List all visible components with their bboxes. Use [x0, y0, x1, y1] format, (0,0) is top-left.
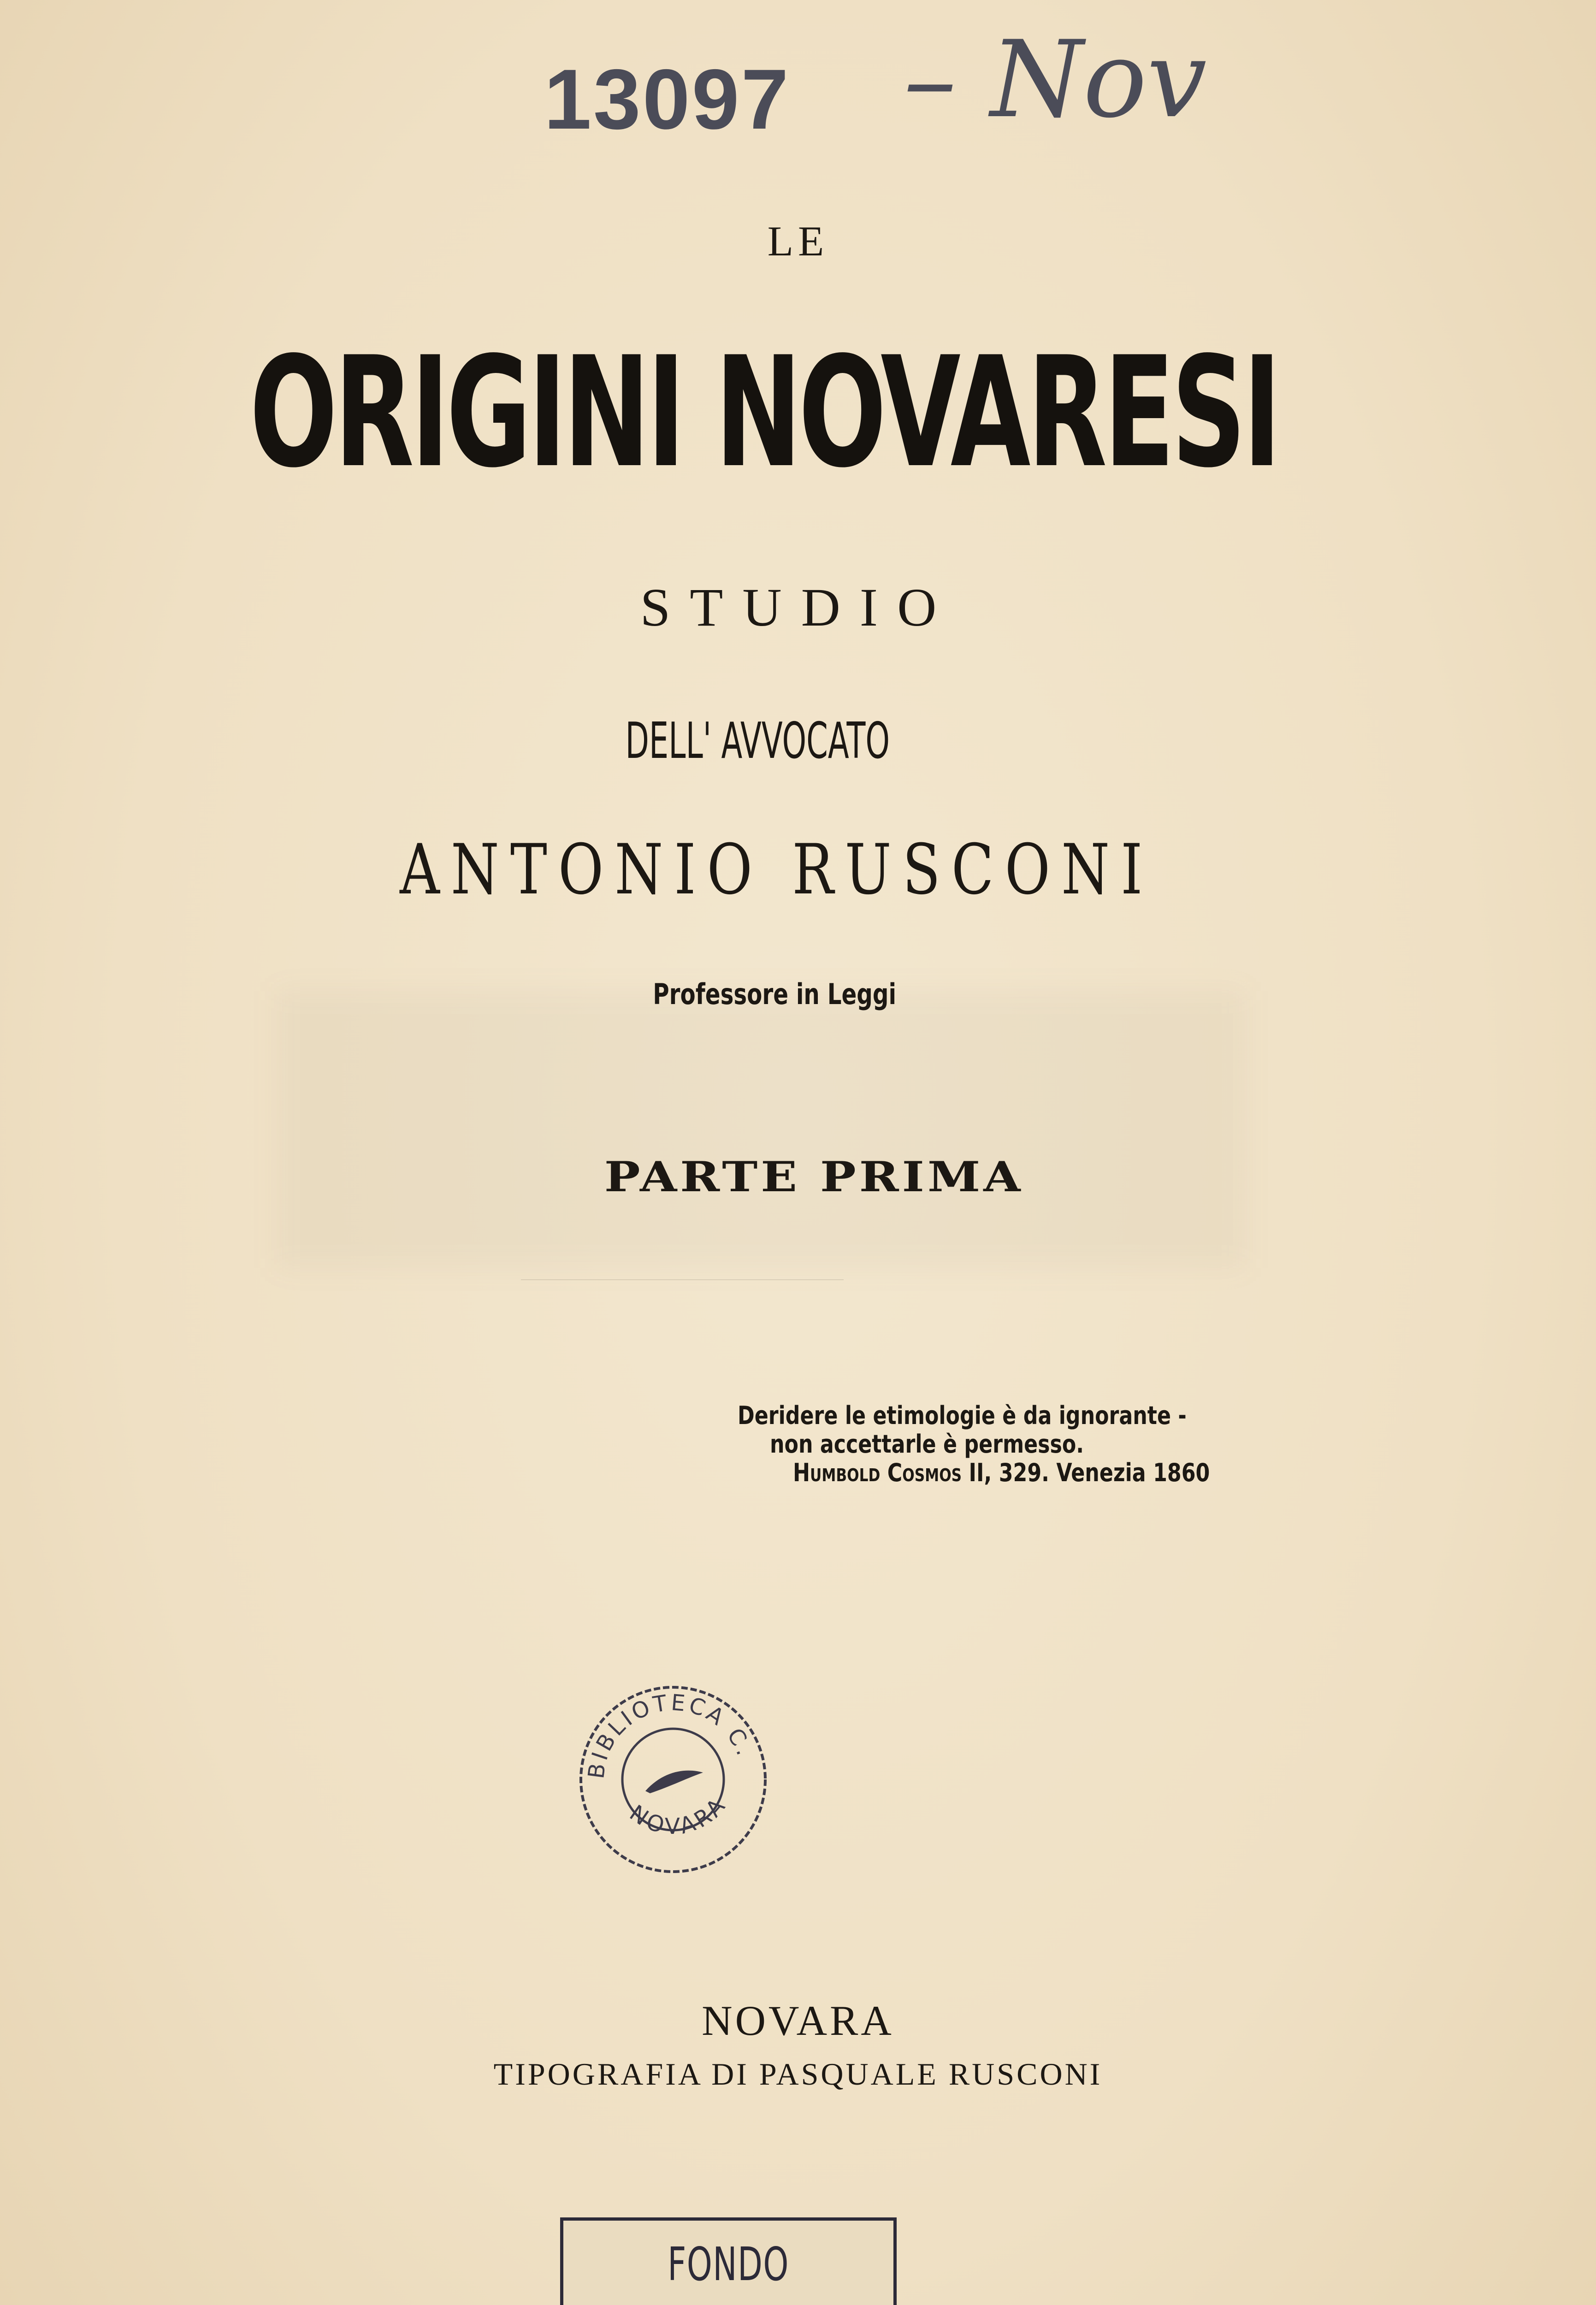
epigraph-source-work: Cosmos — [887, 1458, 962, 1487]
epigraph — [738, 1401, 1337, 1487]
epigraph-line-2: non accettarle è permesso. — [770, 1430, 1084, 1459]
collection-stamp — [560, 2217, 897, 2305]
svg-text:NOVARA — [625, 1791, 732, 1839]
shelfmark-number: 13097 — [544, 52, 791, 147]
imprint-city: NOVARA — [702, 1997, 894, 2044]
author-prefix: DELL' AVVOCATO — [625, 712, 890, 770]
stamp-text-bottom: NOVARA — [625, 1791, 733, 1840]
library-stamp — [572, 1678, 774, 1881]
author-name: ANTONIO RUSCONI — [400, 830, 1154, 910]
subtitle: STUDIO — [640, 577, 956, 638]
stamp-quill-mark — [645, 1771, 703, 1793]
epigraph-source-reference: II, 329. Venezia 1860 — [969, 1458, 1210, 1487]
part-label: PARTE PRIMA — [604, 1152, 1024, 1201]
epigraph-line-1: Deridere le etimologie è da ignorante - — [738, 1401, 1187, 1430]
epigraph-source-author: Humbold — [793, 1458, 881, 1487]
book-title: ORIGINI NOVARESI — [249, 324, 1278, 501]
stamp-text-top: BIBLIOTECA C. — [583, 1690, 758, 1780]
faint-rule — [521, 1279, 844, 1280]
svg-text:BIBLIOTECA C. — [583, 1690, 758, 1780]
shelfmark-handwritten: – Nov — [904, 18, 1207, 142]
title-article: LE — [767, 218, 829, 265]
imprint-printer: TIPOGRAFIA DI PASQUALE RUSCONI — [493, 2057, 1103, 2092]
show-through-shadow — [277, 991, 1245, 1268]
collection-stamp-text: FONDO — [668, 2237, 789, 2291]
epigraph-source — [793, 1459, 1239, 1487]
author-role: Professore in Leggi — [653, 977, 897, 1011]
